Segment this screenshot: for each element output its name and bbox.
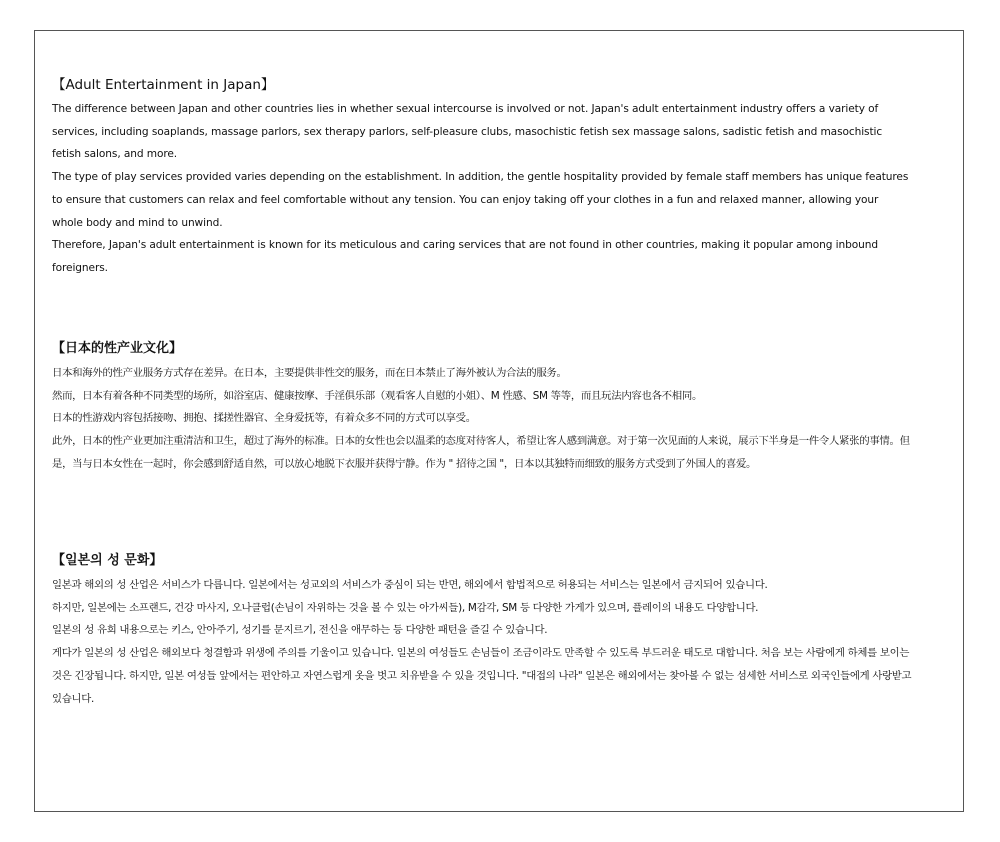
english-paragraph-2: The type of play services provided varies depending on the establishment. In addition, the gentle hospitality provided by female staff members has unique features to ensure that customers can relax and feel comfortable without any tension. You can enjoy taking off your clothes in a fun and relaxed manner, allowing your whole body and mind to unwind.: [52, 171, 909, 229]
english-heading: 【Adult Entertainment in Japan】: [52, 77, 275, 93]
chinese-paragraph-4: 此外，日本的性产业更加注重清洁和卫生，超过了海外的标准。日本的女性也会以温柔的态度对待客人，希望让客人感到满意。对于第一次见面的人来说，展示下半身是一件令人紧张的事情。但是，当与日本女性在一起时，你会感到舒适自然，可以放心地脱下衣服并获得宁静。作为 " 招待之国 "，日本以其独特而细致的服务方式受到了外国人的喜爱。: [52, 435, 910, 470]
chinese-paragraph-1: 日本和海外的性产业服务方式存在差异。在日本，主要提供非性交的服务，而在日本禁止了海外被认为合法的服务。: [52, 367, 567, 379]
korean-paragraph-3: 일본의 성 유희 내용으로는 키스, 안아주기, 성기를 문지르기, 전신을 애무하는 등 다양한 패턴을 즐길 수 있습니다.: [52, 624, 548, 637]
english-paragraph-3: Therefore, Japan's adult entertainment is known for its meticulous and caring services that are not found in other countries, making it popular among inbound foreigners.: [52, 239, 878, 274]
chinese-paragraph-2: 然而，日本有着各种不同类型的场所，如浴室店、健康按摩、手淫俱乐部（观看客人自慰的小姐）、M 性感、SM 等等，而且玩法内容也各不相同。: [52, 389, 703, 402]
korean-section: [52, 552, 912, 710]
korean-paragraph-1: 일본과 해외의 성 산업은 서비스가 다릅니다. 일본에서는 성교외의 서비스가 중심이 되는 반면, 해외에서 합법적으로 허용되는 서비스는 일본에서 금지되어 있습니다.: [52, 579, 768, 591]
korean-paragraph-4: 게다가 일본의 성 산업은 해외보다 청결함과 위생에 주의를 기울이고 있습니다. 일본의 여성들도 손님들이 조금이라도 만족할 수 있도록 부드러운 태도로 대합니다. 처음 보는 사람에게 하체를 보이는 것은 긴장됩니다. 하지만, 일본 여성들 앞에서는 편안하고 자연스럽게 옷을 벗고 치유받을 수 있을 것입니다. "대접의 나라" 일본은 해외에서는 찾아볼 수 없는 섬세한 서비스로 외국인들에게 사랑받고 있습니다.: [52, 647, 912, 705]
korean-heading: 【일본의 성 문화】: [52, 553, 163, 568]
english-section: [52, 76, 912, 280]
korean-paragraph-2: 하지만, 일본에는 소프랜드, 건강 마사지, 오나클럽(손님이 자위하는 것을 볼 수 있는 아가씨들), M감각, SM 등 다양한 가게가 있으며, 플레이의 내용도 다양합니다.: [52, 601, 759, 614]
english-paragraph-1: The difference between Japan and other countries lies in whether sexual intercourse is involved or not. Japan's adult entertainment industry offers a variety of services, including soaplands, massage parlors, sex therapy parlors, self-pleasure clubs, masochistic fetish sex massage salons, sadistic fetish and masochistic fetish salons, and more.: [52, 103, 883, 161]
chinese-heading: 【日本的性产业文化】: [52, 341, 183, 356]
chinese-paragraph-3: 日本的性游戏内容包括接吻、拥抱、揉搓性器官、全身爱抚等，有着众多不同的方式可以享受。: [52, 412, 476, 425]
chinese-section: [52, 340, 912, 476]
